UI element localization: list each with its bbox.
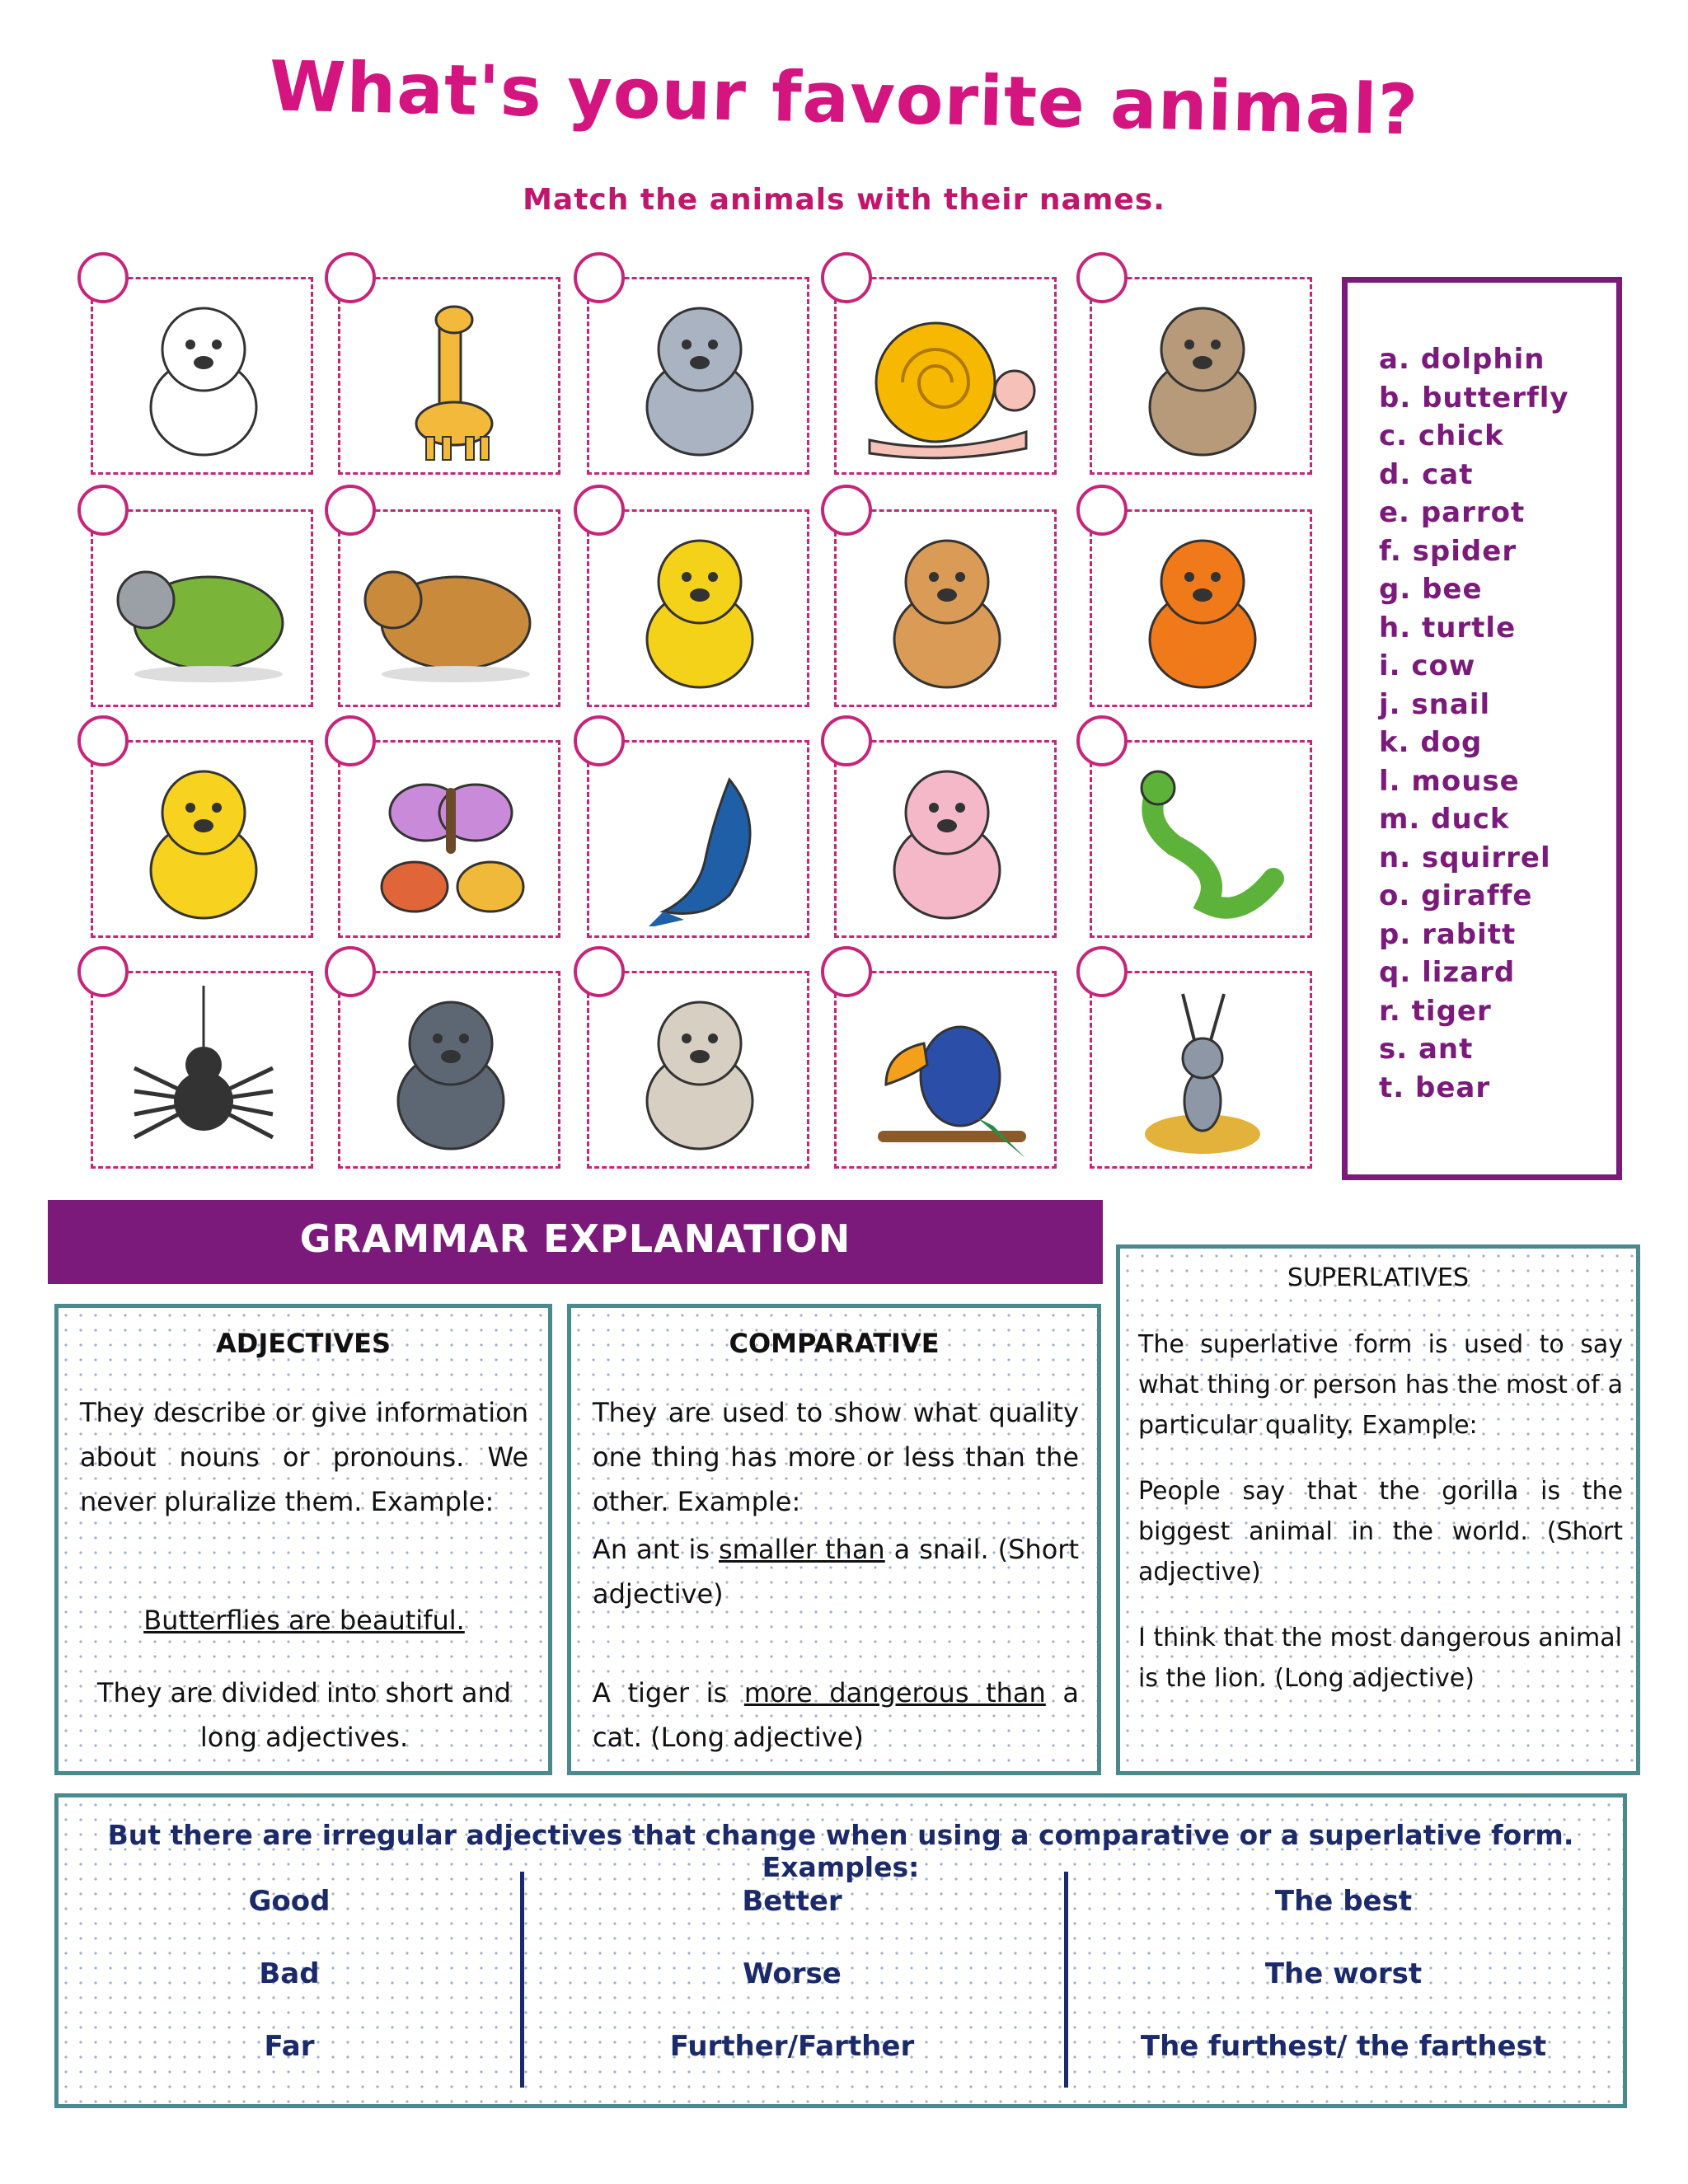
answer-circle[interactable] xyxy=(77,485,129,536)
answer-option: e. parrot xyxy=(1379,496,1526,529)
animal-card xyxy=(834,509,1057,707)
superlatives-text: The superlative form is used to say what thing or person has the most of a particular quality. Example: xyxy=(1138,1330,1623,1440)
mouse-icon xyxy=(606,292,794,463)
lizard-icon xyxy=(1109,755,1296,926)
comparative-example-short xyxy=(593,1527,1079,1616)
answer-option: b. butterfly xyxy=(1379,381,1569,415)
answer-option: d. cat xyxy=(1379,457,1474,491)
comparative-form: Worse xyxy=(743,1957,842,1990)
animal-card xyxy=(338,509,560,707)
adjectives-heading: ADJECTIVES xyxy=(216,1328,391,1359)
answer-option: r. tiger xyxy=(1379,994,1492,1028)
giraffe-icon xyxy=(357,292,545,463)
answer-circle[interactable] xyxy=(574,252,625,303)
superlatives-heading: SUPERLATIVES xyxy=(1287,1263,1470,1292)
answer-option: l. mouse xyxy=(1379,764,1520,798)
superlative-form: The furthest/ the farthest xyxy=(1140,2030,1547,2063)
answer-circle[interactable] xyxy=(1076,715,1128,766)
animal-card xyxy=(338,971,560,1169)
base-form: Far xyxy=(264,2030,315,2063)
adjectives-example: Butterflies are beautiful. xyxy=(143,1605,465,1636)
answer-option: g. bee xyxy=(1379,573,1483,606)
animal-card xyxy=(834,277,1057,475)
adjectives-text: They describe or give information about nouns or pronouns. We never pluralize them. Example: xyxy=(80,1397,528,1517)
dog-icon xyxy=(606,986,794,1157)
answer-circle[interactable] xyxy=(574,485,625,536)
answer-circle[interactable] xyxy=(325,946,376,997)
ant-icon xyxy=(1109,986,1296,1157)
comparative-form: Further/Farther xyxy=(669,2030,915,2063)
answer-circle[interactable] xyxy=(77,715,129,766)
comparative-box xyxy=(567,1304,1101,1775)
duck-icon xyxy=(357,524,545,696)
comparative-ex1-highlight: smaller than xyxy=(718,1534,885,1565)
animal-card xyxy=(91,971,313,1169)
animal-card xyxy=(1090,740,1312,938)
parrot-icon xyxy=(853,986,1041,1157)
tiger-icon xyxy=(1109,524,1296,696)
animal-card xyxy=(1090,509,1312,707)
base-form: Bad xyxy=(259,1957,320,1990)
comparative-ex2-highlight: more dangerous than xyxy=(743,1677,1046,1708)
comparative-form: Better xyxy=(742,1885,842,1918)
animal-card xyxy=(91,740,313,938)
answer-option: m. duck xyxy=(1379,803,1510,836)
cat-icon xyxy=(357,986,545,1157)
superlatives-box xyxy=(1116,1244,1640,1775)
superlatives-example-long: I think that the most dangerous animal is the lion. (Long adjective) xyxy=(1138,1624,1622,1693)
animal-card xyxy=(834,740,1057,938)
answer-circle[interactable] xyxy=(574,946,625,997)
answer-option: i. cow xyxy=(1379,649,1476,682)
answer-list-box xyxy=(1342,277,1622,1180)
answer-option: p. rabitt xyxy=(1379,917,1517,951)
superlatives-example-short: People say that the gorilla is the biggest animal in the world. (Short adjective) xyxy=(1138,1477,1623,1586)
answer-circle[interactable] xyxy=(1076,946,1128,997)
answer-option: q. lizard xyxy=(1379,956,1516,989)
animal-card xyxy=(91,277,313,475)
butterfly-icon xyxy=(357,755,545,926)
answer-circle[interactable] xyxy=(821,946,872,997)
answer-option: c. chick xyxy=(1379,419,1504,452)
comparative-example-long xyxy=(593,1671,1079,1760)
animal-card xyxy=(587,277,809,475)
answer-circle[interactable] xyxy=(325,252,376,303)
base-form: Good xyxy=(248,1885,331,1918)
comparative-ex1-pre: An ant is xyxy=(593,1534,719,1565)
answer-circle[interactable] xyxy=(77,946,129,997)
answer-list xyxy=(1379,340,1569,1107)
animal-card xyxy=(587,509,809,707)
animal-card xyxy=(834,971,1057,1169)
page-title: What's your favorite animal? xyxy=(268,45,1420,151)
answer-option: h. turtle xyxy=(1379,611,1517,644)
comparative-ex1-post: a snail. (Short adjective) xyxy=(593,1534,1080,1610)
cow-icon xyxy=(110,292,298,463)
spider-icon xyxy=(110,986,298,1157)
comparative-heading: COMPARATIVE xyxy=(729,1328,940,1359)
answer-circle[interactable] xyxy=(574,715,625,766)
animal-card xyxy=(587,740,809,938)
answer-option: k. dog xyxy=(1379,726,1483,759)
animal-card xyxy=(91,509,313,707)
bear-icon xyxy=(1109,292,1296,463)
answer-circle[interactable] xyxy=(325,485,376,536)
animal-card xyxy=(1090,971,1312,1169)
chick-icon xyxy=(110,755,298,926)
answer-option: n. squirrel xyxy=(1379,841,1551,874)
comparative-text: They are used to show what quality one thing has more or less than the other. Example: xyxy=(593,1397,1079,1517)
rabbit-icon xyxy=(853,755,1041,926)
grammar-header-bar xyxy=(48,1200,1103,1284)
answer-option: f. spider xyxy=(1379,534,1517,568)
answer-circle[interactable] xyxy=(325,715,376,766)
superlative-form: The worst xyxy=(1264,1957,1423,1990)
answer-option: o. giraffe xyxy=(1379,879,1533,912)
animal-card xyxy=(338,740,560,938)
adjectives-note: They are divided into short and long adjectives. xyxy=(96,1677,512,1753)
answer-circle[interactable] xyxy=(1076,252,1128,303)
answer-circle[interactable] xyxy=(821,252,872,303)
answer-option: s. ant xyxy=(1379,1033,1474,1066)
adjectives-box xyxy=(54,1304,552,1775)
answer-circle[interactable] xyxy=(821,715,872,766)
superlative-form: The best xyxy=(1274,1885,1413,1918)
comparative-ex2-post: a cat. (Long adjective) xyxy=(593,1677,1080,1753)
irregular-intro: But there are irregular adjectives that change when using a comparative or a superlative form. Examples: xyxy=(107,1819,1574,1883)
animal-card xyxy=(587,971,809,1169)
dolphin-icon xyxy=(606,755,794,926)
animal-card xyxy=(338,277,560,475)
turtle-icon xyxy=(110,524,298,696)
answer-circle[interactable] xyxy=(77,252,129,303)
snail-icon xyxy=(853,292,1041,463)
bee-icon xyxy=(606,524,794,696)
squirrel-icon xyxy=(853,524,1041,696)
comparative-ex2-pre: A tiger is xyxy=(593,1677,744,1708)
animal-card xyxy=(1090,277,1312,475)
answer-option: j. snail xyxy=(1379,687,1491,721)
answer-option: t. bear xyxy=(1379,1071,1491,1104)
answer-option: a. dolphin xyxy=(1379,343,1545,376)
answer-circle[interactable] xyxy=(821,485,872,536)
grammar-header: GRAMMAR EXPLANATION xyxy=(299,1216,851,1261)
irregular-box xyxy=(54,1793,1627,2108)
answer-circle[interactable] xyxy=(1076,485,1128,536)
instruction: Match the animals with their names. xyxy=(523,183,1165,217)
